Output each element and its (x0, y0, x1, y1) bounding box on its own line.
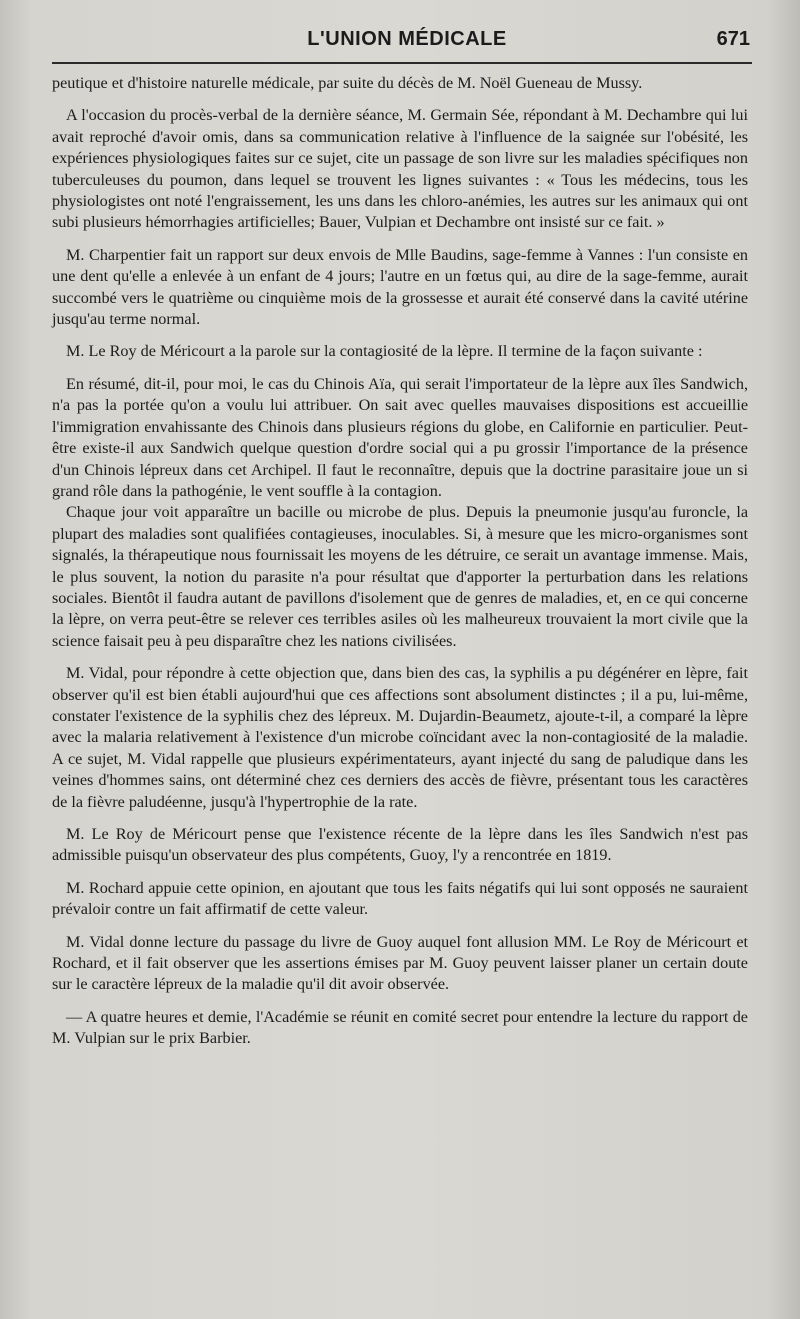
paragraph-9: M. Rochard appuie cette opinion, en ajoutant que tous les faits négatifs qui lui sont opposés ne sauraient prévaloir contre un fait affirmatif de cette valeur. (52, 878, 748, 919)
paragraph-1: peutique et d'histoire naturelle médicale, par suite du décès de M. Noël Gueneau de Mussy. (52, 74, 643, 92)
paragraph-3: M. Charpentier fait un rapport sur deux envois de Mlle Baudins, sage-femme à Vannes : l'un consiste en une dent qu'elle a enlevée à un enfant de 4 jours; l'autre en un fœtus qui, au dire de la sage-femme, aurait succombé vers le quatrième ou cinquième mois de la grossesse et aurait été conservé dans la cavité utérine jusqu'au terme normal. (52, 245, 748, 329)
paragraph-2: A l'occasion du procès-verbal de la dernière séance, M. Germain Sée, répondant à M. Dechambre qui lui avait reproché d'avoir omis, dans sa communication relative à l'influence de la saignée sur l'obésité, les expériences physiologiques faites sur ce sujet, cite un passage de son livre sur les maladies spécifiques non tuberculeuses du poumon, dans lequel se trouvent les lignes suivantes : « Tous les médecins, tous les physiologistes ont noté l'engraissement, les uns dans les chloro-anémies, les autres sur les animaux qui ont subi plusieurs hémorrhagies artificielles; Bauer, Vulpian et Dechambre ont insisté sur ce fait. » (52, 106, 748, 232)
article-body (52, 73, 748, 1050)
paragraph-6: Chaque jour voit apparaître un bacille ou microbe de plus. Depuis la pneumonie jusqu'au furoncle, la plupart des maladies sont qualifiées contagieuses, inoculables. Si, à mesure que les micro-organismes sont signalés, la thérapeutique nous fournissait les moyens de les détruire, ce serait un avantage immense. Mais, le plus souvent, la notion du parasite n'a pour résultat que d'apporter la perturbation dans les relations sociales. Bientôt il faudra autant de pavillons d'isolement que de genres de maladies, et, en ce qui concerne la lèpre, on verra peut-être se relever ces terribles asiles où les malheureux trouvaient la mort civile que la science faisait peu à peu disparaître chez les nations civilisées. (52, 503, 748, 650)
journal-title: L'UNION MÉDICALE (307, 28, 507, 50)
running-header (52, 22, 762, 62)
paragraph-5: En résumé, dit-il, pour moi, le cas du Chinois Aïa, qui serait l'importateur de la lèpre aux îles Sandwich, n'a pas la portée qu'on a voulu lui attribuer. On sait avec quelles mauvaises dispositions est accueillie l'immigration envahissante des Chinois dans plusieurs régions du globe, en Californie en particulier. Peut-être existe-il aux Sandwich quelque question d'ordre social qui a pu grossir l'importance de la présence d'un Chinois lépreux dans cet Archipel. Il faut le reconnaître, depuis que la doctrine parasitaire joue un si grand rôle dans la pathogénie, le vent souffle à la contagion. (52, 374, 748, 500)
paragraph-7: M. Vidal, pour répondre à cette objection que, dans bien des cas, la syphilis a pu dégénérer en lèpre, fait observer qu'il est bien établi aujourd'hui que ces affections sont absolument distinctes ; il a pu, lui-même, constater l'existence de la syphilis chez des lépreux. M. Dujardin-Beaumetz, ajoute-t-il, a comparé la lèpre avec la malaria relativement à l'existence d'un microbe coïncidant avec la non-contagiosité de la maladie. A ce sujet, M. Vidal rappelle que plusieurs expérimentateurs, ayant injecté du sang de paludique dans les veines d'hommes sains, ont déterminé chez ces derniers des accès de fièvre, présentant tous les caractères de la fièvre paludéenne, jusqu'à l'hypertrophie de la rate. (52, 664, 748, 811)
page-number: 671 (716, 28, 750, 50)
paragraph-8: M. Le Roy de Méricourt pense que l'existence récente de la lèpre dans les îles Sandwich n'est pas admissible puisqu'un observateur des plus compétents, Guoy, l'y a rencontrée en 1819. (52, 825, 748, 865)
paragraph-11: — A quatre heures et demie, l'Académie se réunit en comité secret pour entendre la lecture du rapport de M. Vulpian sur le prix Barbier. (52, 1007, 748, 1048)
paragraph-4: M. Le Roy de Méricourt a la parole sur la contagiosité de la lèpre. Il termine de la façon suivante : (66, 342, 703, 361)
paragraph-10: M. Vidal donne lecture du passage du livre de Guoy auquel font allusion MM. Le Roy de Méricourt et Rochard, et il fait observer que les assertions émises par M. Guoy peuvent laisser planer un certain doute sur le caractère lépreux de la maladie qu'il dit avoir observée. (52, 932, 748, 994)
header-rule (52, 62, 752, 64)
